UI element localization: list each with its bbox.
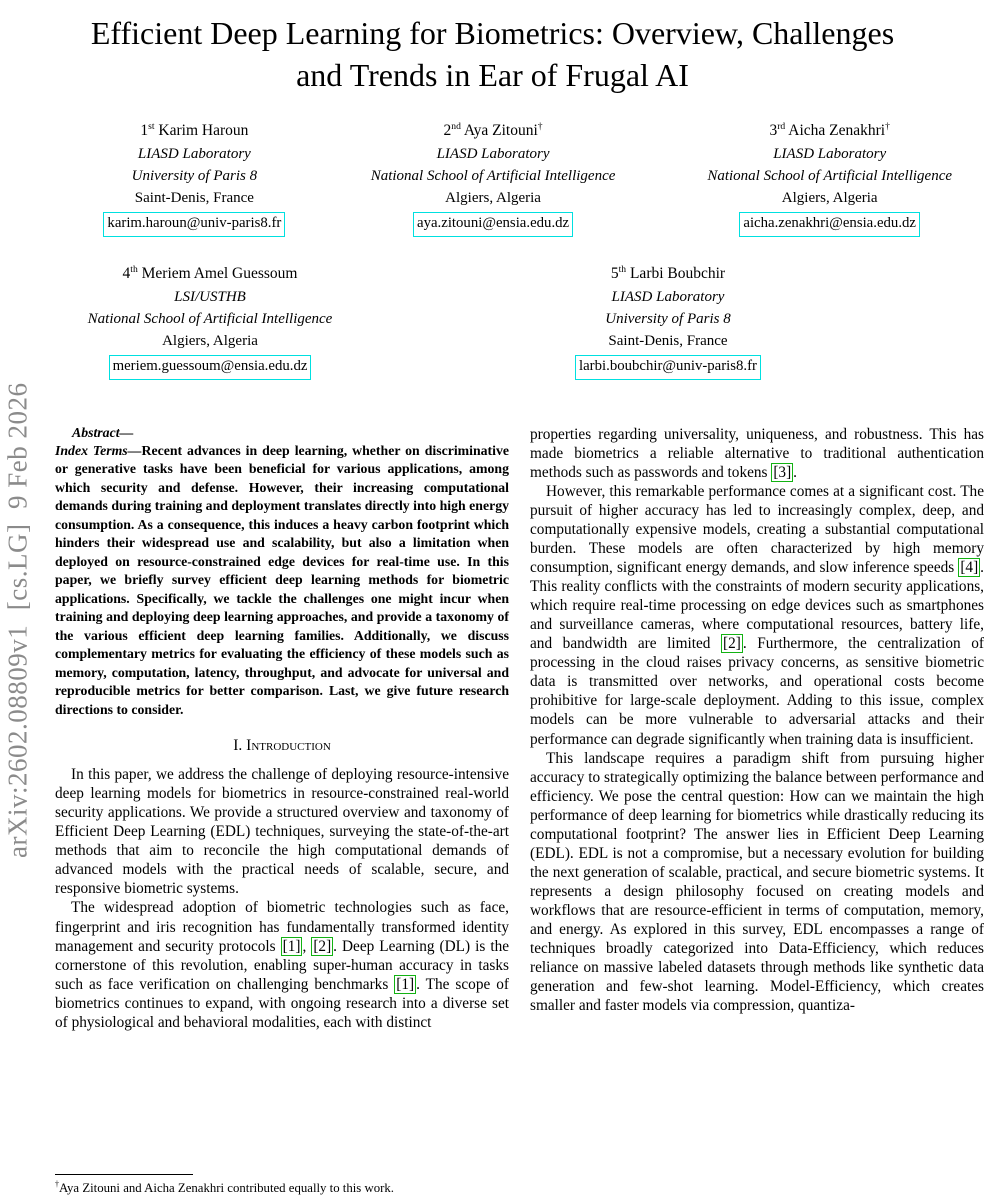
author-affiliation-line: University of Paris 8 [605,310,731,327]
paragraph: properties regarding universality, uniqueness, and robustness. This has made biometrics a reliable alternative to traditional authentication methods such as passwords and tokens [3] . [530,426,984,482]
citation-link[interactable]: [4] [960,559,979,577]
section-title: Introduction [246,737,331,755]
author-block [55,120,334,237]
superscript-mark: th [618,263,627,275]
paragraph: The widespread adoption of biometric technologies such as face, fingerprint and iris recognition has fundamentally transformed identity management and security protocols [1] , [2] . Deep Learning (DL) is the cornerstone of this revolution, enabling super-human accuracy in tasks such as face verification on challenging benchmarks [1] . The scope of biometrics continues to expand, with ongoing research into a diverse set of physiological and behavioral modalities, each with distinct [55,899,510,1031]
superscript-mark: † [537,121,543,133]
footnote-rule [55,1174,193,1175]
arxiv-watermark: arXiv:2602.08809v1 [cs.LG] 9 Feb 2026 [2,382,33,858]
author-name: 1st Karim Haroun [140,121,249,140]
author-affiliation-line: Saint-Denis, France [134,190,254,207]
intro-paragraphs [55,765,509,1031]
abstract-text: Recent advances in deep learning, whether on discriminative or generative tasks have been beneficial for various applications, among which security and defense. However, their increasing computational demands during training and deployment translates directly into high energy consumption. As a consequence, this induces a heavy carbon footprint which hinders their widespread use and scalability, but also a limitation when deployed on resource-constrained edge devices for real-time use. In this paper, we briefly survey efficient deep learning methods for biometric applications. Specifically, we tackle the challenges one might incur when training and deploying deep learning approaches, and provide a taxonomy of the various efficient deep learning families. Additionally, we discuss complementary metrics for evaluating the efficiency of these models such as memory, computation, latency, throughput, and advocate for universal and reproducible metrics for better comparison. Last, we give future research directions to consider. [55,443,509,717]
author-email-row [55,352,365,380]
author-affiliation-line: National School of Artificial Intelligence [707,168,953,185]
author-affiliation-line: LIASD Laboratory [773,146,887,163]
author-block [448,263,888,380]
superscript-mark: st [148,121,155,133]
author-name: 2nd Aya Zitouni† [443,121,543,140]
author-affiliation-line: National School of Artificial Intelligence [87,310,333,327]
author-affiliation-line: LSI/USTHB [174,288,246,305]
superscript-mark: th [130,263,138,275]
citation-link[interactable]: [3] [773,464,792,482]
abstract-paragraph [55,442,509,719]
section-heading-introduction [55,737,509,755]
author-email-link[interactable]: meriem.guessoum@ensia.edu.dz [109,355,312,380]
footnote [55,1174,515,1197]
paper-body [55,425,984,1032]
author-row-2 [55,263,984,380]
author-block [55,263,365,380]
citation-link[interactable]: [1] [282,937,301,955]
author-email-row [675,209,984,237]
author-email-link[interactable]: larbi.boubchir@univ-paris8.fr [575,355,761,380]
author-block [675,120,984,237]
abstract-label-text: Abstract— [72,425,134,440]
author-block [339,120,648,237]
author-affiliation-line: University of Paris 8 [131,168,258,185]
paragraph: However, this remarkable performance comes at a significant cost. The pursuit of higher accuracy has led to increasingly complex, deep, and computationally expensive models, creating a substantial computational burden. These models are often characterized by high memory consumption, significant energy demands, and slow inference speeds [4] . This reality conflicts with the constraints of modern security applications, which require real-time processing on edge devices such as smartphones and surveillance cameras, where computational resources, battery life, and bandwidth are limited [2] . Furthermore, the centralization of processing in the cloud raises privacy concerns, as sensitive biometric data is transmitted over networks, and operational costs become prohibitive for large-scale deployment. Adding to this issue, complex models can be more vulnerable to adversarial attacks and their performance can degrade significantly when training data is insufficient. [530,483,984,748]
citation-link[interactable]: [1] [396,975,415,993]
author-name: 5th Larbi Boubchir [610,263,726,283]
author-affiliation-line: LIASD Laboratory [137,146,251,163]
left-column [55,425,509,1032]
footnote-body: Aya Zitouni and Aicha Zenakhri contributed equally to this work. [58,1181,394,1196]
superscript-mark: † [885,121,890,133]
author-affiliation-line: Saint-Denis, France [608,333,728,350]
author-name: 4th Meriem Amel Guessoum [122,263,298,283]
abstract-label [55,425,509,441]
author-row-1 [55,120,984,237]
citation-link[interactable]: [2] [313,937,332,955]
author-affiliation-line: Algiers, Algeria [445,190,541,207]
superscript-mark: rd [777,121,786,133]
section-number: I. [233,737,243,755]
citation-link[interactable]: [2] [723,635,741,653]
right-column [530,425,984,1032]
author-email-link[interactable]: aya.zitouni@ensia.edu.dz [413,212,573,237]
footnote-mark: † [55,1180,59,1190]
author-email-link[interactable]: karim.haroun@univ-paris8.fr [103,212,285,237]
paper-title: Efficient Deep Learning for Biometrics: Overview, Challenges and Trends in Ear of Frugal AI [90,15,895,94]
author-email-row [448,352,888,380]
author-affiliation-line: Algiers, Algeria [162,333,258,350]
author-affiliation-line: LIASD Laboratory [436,146,550,163]
footnote-text [55,1180,515,1197]
author-email-row [55,209,334,237]
author-affiliation-line: National School of Artificial Intelligence [370,168,616,185]
superscript-mark: nd [451,121,461,133]
author-email-link[interactable]: aicha.zenakhri@ensia.edu.dz [739,212,920,237]
paragraph: This landscape requires a paradigm shift from pursuing higher accuracy to strategically optimizing the balance between performance and efficiency. We pose the central question: How can we maintain the high performance of deep learning for biometrics while drastically reducing its computational footprint? The answer lies in Efficient Deep Learning (EDL). EDL is not a compromise, but a necessary evolution for building the next generation of scalable, practical, and secure biometric systems. It represents a design philosophy focused on creating models and workflows that are resource-efficient in terms of computation, memory, and energy. As explored in this survey, EDL encompasses a range of techniques broadly categorized into Data-Efficiency, which reduces reliance on massive labeled datasets through methods like synthetic data generation and few-shot learning. Model-Efficiency, which creates smaller and faster models via compression, quantiza- [530,749,984,1014]
paragraph: In this paper, we address the challenge of deploying resource-intensive deep learning models for biometrics in resource-constrained real-world security applications. We provide a structured overview and taxonomy of Efficient Deep Learning (EDL) techniques, surveying the state-of-the-art methods that aim to reconcile the high computational demands of advanced models with the practical needs of scalable, secure, and responsive biometric systems. [55,766,509,898]
author-name: 3rd Aicha Zenakhri† [769,121,890,140]
author-email-row [339,209,648,237]
author-affiliation-line: LIASD Laboratory [611,288,725,305]
index-terms-label: Index Terms— [55,443,142,458]
author-affiliation-line: Algiers, Algeria [781,190,878,207]
